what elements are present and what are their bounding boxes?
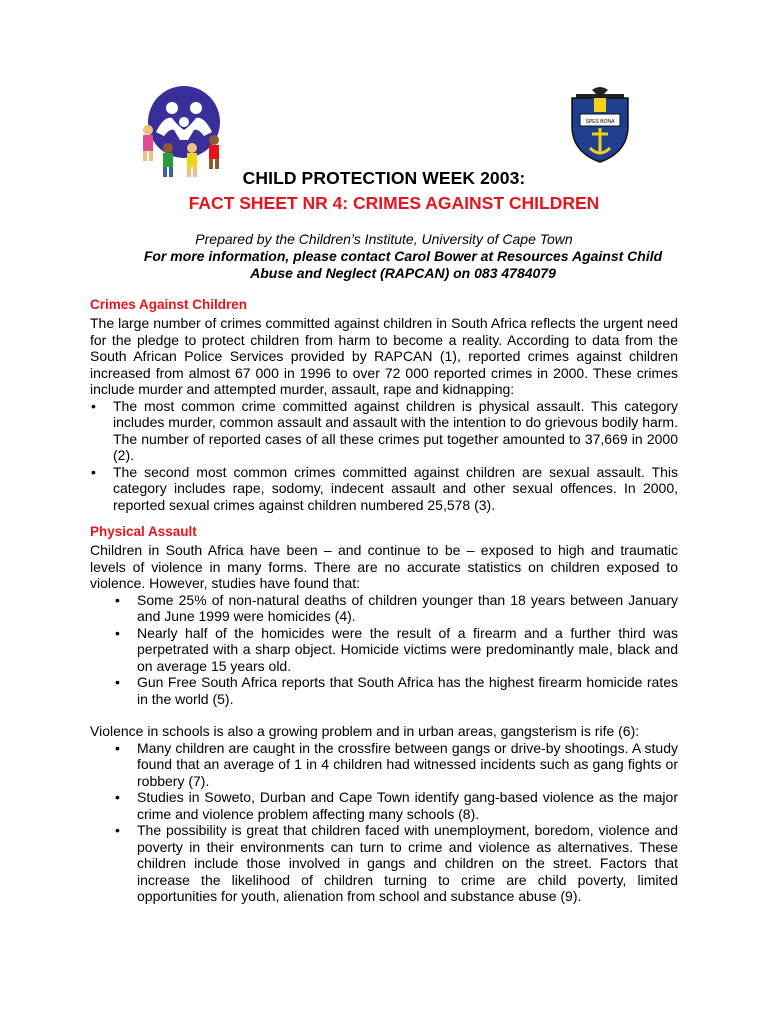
contact-line: For more information, please contact Carol Bower at Resources Against Child Abuse and Neglect (RAPCAN) on 083 4784079 xyxy=(143,248,663,281)
page-subtitle: FACT SHEET NR 4: CRIMES AGAINST CHILDREN xyxy=(188,193,600,213)
list-item: • Nearly half of the homicides were the result of a firearm and a further third was perpetrated with a sharp object. Homicide victims were predominantly male, black and on average 15 years old. xyxy=(90,625,678,675)
list-item: • The second most common crimes committed against children are sexual assault. This category includes rape, sodomy, indecent assault and other sexual offences. In 2000, reported sexual crimes against children numbered 25,578 (3). xyxy=(90,464,678,514)
list-item: • Studies in Soweto, Durban and Cape Town identify gang-based violence as the major crime and violence problem affecting many schools (8). xyxy=(90,789,678,822)
list-item: • Many children are caught in the crossfire between gangs or drive-by shootings. A study found that an average of 1 in 4 children had witnessed incidents such as gang fights or robbery (7). xyxy=(90,740,678,790)
list-item: • Gun Free South Africa reports that South Africa has the highest firearm homicide rates in the world (5). xyxy=(90,674,678,707)
section-crimes-body xyxy=(90,315,678,513)
section-physical-assault-body xyxy=(90,542,678,905)
crest-motto: SPES BONA xyxy=(585,119,615,125)
bullet-list xyxy=(90,740,678,905)
paragraph: Violence in schools is also a growing problem and in urban areas, gangsterism is rife (6): xyxy=(90,723,640,739)
university-crest-logo xyxy=(568,84,632,164)
paragraph: The large number of crimes committed against children in South Africa reflects the urgent need for the pledge to protect children from harm to become a reality. According to data from the South African Police Services provided by RAPCAN (1), reported crimes against children increased from almost 67 000 in 1996 to over 72 000 reported crimes in 2000. These crimes include murder and attempted murder, assault, rape and kidnapping: xyxy=(90,315,678,397)
paragraph: Children in South Africa have been – and continue to be – exposed to high and traumatic levels of violence in many forms. There are no accurate statistics on children exposed to violence. However, studies have found that: xyxy=(90,542,678,591)
section-heading-crimes: Crimes Against Children xyxy=(90,297,248,312)
child-protection-logo xyxy=(134,82,226,182)
list-item: • The possibility is great that children faced with unemployment, boredom, violence and poverty in their environments can turn to crime and violence as alternatives. These children include those involved in gangs and children on the street. Factors that increase the likelihood of children turning to crime are child poverty, limited opportunities for youth, alienation from school and substance abuse (9). xyxy=(90,822,678,905)
bullet-list xyxy=(90,592,678,708)
list-item: • The most common crime committed against children is physical assault. This category includes murder, common assault and assault with the intention to do grievous bodily harm. The number of reported cases of all these crimes put together amounted to 37,669 in 2000 (2). xyxy=(90,398,678,464)
bullet-list xyxy=(90,398,678,514)
page-title: CHILD PROTECTION WEEK 2003: xyxy=(242,168,526,188)
section-heading-physical-assault: Physical Assault xyxy=(90,524,197,539)
list-item: • Some 25% of non-natural deaths of children younger than 18 years between January and June 1999 were homicides (4). xyxy=(90,592,678,625)
prepared-by-line: Prepared by the Children’s Institute, University of Cape Town xyxy=(195,231,573,247)
